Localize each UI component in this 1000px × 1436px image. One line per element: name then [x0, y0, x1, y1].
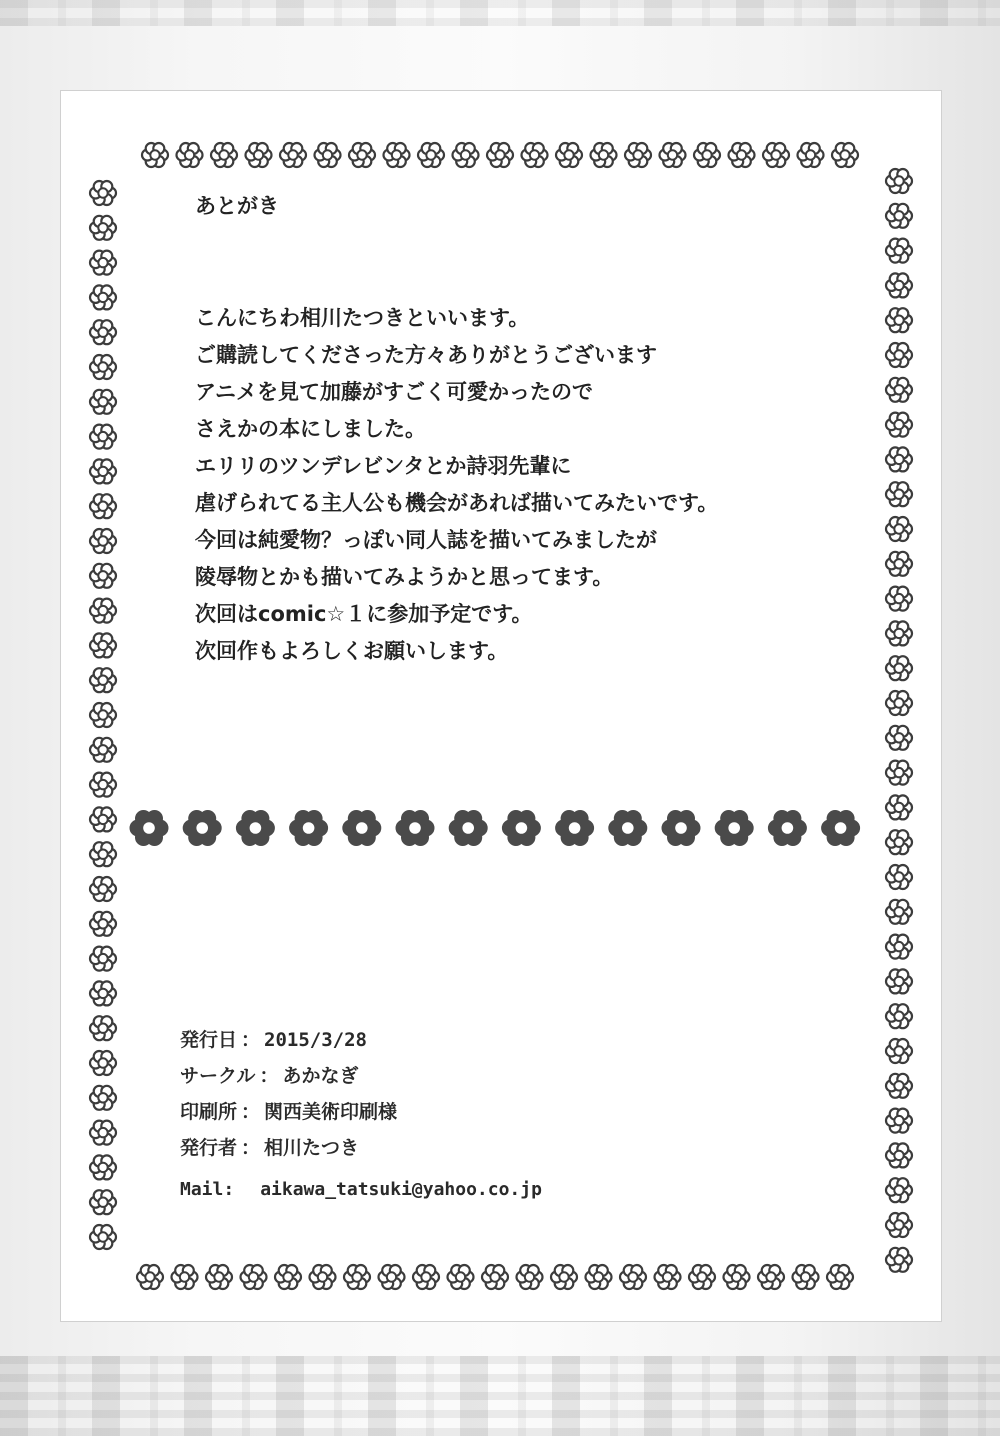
colophon-printer-value: 関西美術印刷様 — [264, 1101, 398, 1123]
flower-outline-icon — [384, 143, 410, 167]
flower-outline-icon — [620, 1265, 646, 1289]
flower-outline-icon — [763, 143, 789, 167]
flower-outline-icon — [90, 912, 116, 936]
afterword-line: 陵辱物とかも描いてみようかと思ってます。 — [195, 565, 614, 589]
flower-outline-icon — [90, 425, 116, 449]
flower-outline-icon — [90, 842, 116, 866]
flower-filled-icon — [556, 811, 594, 846]
flower-outline-icon — [177, 143, 203, 167]
colophon-mail-value: aikawa_tatsuki@yahoo.co.jp — [260, 1179, 542, 1200]
colophon-separator: ： — [241, 1101, 261, 1123]
afterword-line: 次回はcomic☆１に参加予定です。 — [195, 602, 533, 626]
flower-outline-icon — [886, 1213, 912, 1237]
flower-outline-icon — [886, 1248, 912, 1272]
afterword-body — [195, 300, 718, 670]
flower-outline-icon — [487, 143, 513, 167]
flower-outline-icon — [90, 529, 116, 553]
flower-outline-icon — [886, 1143, 912, 1167]
flower-outline-icon — [886, 830, 912, 854]
flower-outline-icon — [90, 459, 116, 483]
flower-outline-icon — [211, 143, 237, 167]
flower-outline-icon — [310, 1265, 336, 1289]
flower-filled-icon — [502, 811, 540, 846]
flower-outline-icon — [827, 1265, 853, 1289]
afterword-line: さえかの本にしました。 — [195, 417, 426, 441]
afterword-line: 虐げられてる主人公も機会があれば描いてみたいです。 — [195, 491, 719, 515]
flower-filled-icon — [715, 811, 753, 846]
flower-outline-icon — [344, 1265, 370, 1289]
flower-outline-icon — [798, 143, 824, 167]
flower-outline-icon — [90, 1051, 116, 1075]
colophon-separator: ： — [259, 1065, 279, 1087]
flower-outline-icon — [886, 239, 912, 263]
flower-filled-icon — [662, 811, 700, 846]
flower-outline-icon — [694, 143, 720, 167]
flower-filled-icon — [609, 811, 647, 846]
colophon — [180, 1022, 542, 1208]
flower-outline-icon — [886, 865, 912, 889]
flower-outline-icon — [90, 1121, 116, 1145]
flower-outline-icon — [379, 1265, 405, 1289]
flower-outline-icon — [90, 320, 116, 344]
flower-outline-icon — [90, 947, 116, 971]
flower-outline-icon — [886, 517, 912, 541]
flower-outline-icon — [90, 668, 116, 692]
flower-outline-icon — [90, 251, 116, 275]
flower-outline-icon — [453, 143, 479, 167]
flower-outline-icon — [90, 1016, 116, 1040]
flower-outline-icon — [886, 343, 912, 367]
colophon-printer-label: 印刷所 — [180, 1101, 238, 1123]
flower-outline-icon — [886, 656, 912, 680]
flower-outline-icon — [90, 773, 116, 797]
flower-outline-icon — [886, 1039, 912, 1063]
flower-outline-icon — [349, 143, 375, 167]
flower-outline-icon — [90, 981, 116, 1005]
flower-outline-icon — [418, 143, 444, 167]
flower-filled-icon — [822, 811, 860, 846]
flower-outline-icon — [206, 1265, 232, 1289]
afterword-title: あとがき — [195, 194, 279, 218]
flower-outline-icon — [90, 599, 116, 623]
flower-outline-icon — [90, 703, 116, 727]
flower-outline-icon — [886, 691, 912, 715]
flower-outline-icon — [758, 1265, 784, 1289]
flower-outline-icon — [689, 1265, 715, 1289]
flower-outline-icon — [886, 204, 912, 228]
colophon-date-row — [180, 1022, 542, 1058]
colophon-publisher-row — [180, 1130, 542, 1166]
flower-outline-icon — [886, 587, 912, 611]
flower-outline-icon — [886, 900, 912, 924]
flower-outline-icon — [90, 494, 116, 518]
afterword-line: 今回は純愛物？っぽい同人誌を描いてみましたが — [195, 528, 657, 552]
flower-outline-icon — [90, 181, 116, 205]
colophon-publisher-value: 相川たつき — [264, 1137, 360, 1159]
flower-outline-icon — [482, 1265, 508, 1289]
flower-outline-icon — [660, 143, 686, 167]
flower-outline-icon — [522, 143, 548, 167]
flower-outline-icon — [90, 633, 116, 657]
flower-filled-icon — [768, 811, 806, 846]
flower-outline-icon — [448, 1265, 474, 1289]
flower-outline-icon — [586, 1265, 612, 1289]
colophon-printer-row — [180, 1094, 542, 1130]
colophon-date-label: 発行日 — [180, 1029, 238, 1051]
flower-outline-icon — [90, 390, 116, 414]
flower-outline-icon — [413, 1265, 439, 1289]
colophon-publisher-label: 発行者 — [180, 1137, 238, 1159]
afterword-line: 次回作もよろしくお願いします。 — [195, 639, 509, 663]
colophon-circle-row — [180, 1058, 542, 1094]
flower-outline-icon — [90, 355, 116, 379]
flower-outline-icon — [886, 1178, 912, 1202]
afterword-line: ご購読してくださった方々ありがとうございます — [195, 343, 657, 367]
colophon-mail-label: Mail: — [180, 1179, 235, 1200]
colophon-circle-value: あかなぎ — [282, 1065, 359, 1087]
flower-outline-icon — [886, 726, 912, 750]
flower-outline-icon — [90, 1225, 116, 1249]
flower-outline-icon — [886, 413, 912, 437]
flower-outline-icon — [886, 969, 912, 993]
flower-outline-icon — [241, 1265, 267, 1289]
flower-outline-icon — [886, 308, 912, 332]
flower-outline-icon — [275, 1265, 301, 1289]
flower-outline-icon — [886, 795, 912, 819]
flower-outline-icon — [90, 1190, 116, 1214]
afterword-line: エリリのツンデレビンタとか詩羽先輩に — [195, 454, 572, 478]
flower-outline-icon — [591, 143, 617, 167]
colophon-mail-row — [180, 1172, 542, 1208]
flower-outline-icon — [886, 482, 912, 506]
flower-outline-icon — [886, 552, 912, 576]
flower-filled-icon — [343, 811, 381, 846]
flower-outline-icon — [793, 1265, 819, 1289]
afterword-line: こんにちわ相川たつきといいます。 — [195, 306, 530, 330]
flower-filled-icon — [449, 811, 487, 846]
flower-filled-icon — [130, 811, 168, 846]
flower-outline-icon — [90, 807, 116, 831]
flower-outline-icon — [886, 273, 912, 297]
flower-outline-icon — [886, 761, 912, 785]
flower-outline-icon — [729, 143, 755, 167]
flower-filled-icon — [236, 811, 274, 846]
flower-outline-icon — [724, 1265, 750, 1289]
flower-outline-icon — [556, 143, 582, 167]
flower-outline-icon — [517, 1265, 543, 1289]
flower-outline-icon — [625, 143, 651, 167]
flower-outline-icon — [886, 447, 912, 471]
flower-outline-icon — [90, 877, 116, 901]
flower-outline-icon — [172, 1265, 198, 1289]
flower-outline-icon — [280, 143, 306, 167]
flower-outline-icon — [90, 216, 116, 240]
flower-outline-icon — [832, 143, 858, 167]
flower-outline-icon — [886, 621, 912, 645]
flower-outline-icon — [886, 1074, 912, 1098]
colophon-separator: ： — [241, 1137, 261, 1159]
flower-outline-icon — [90, 738, 116, 762]
flower-outline-icon — [655, 1265, 681, 1289]
flower-outline-icon — [90, 1155, 116, 1179]
flower-outline-icon — [90, 1086, 116, 1110]
flower-outline-icon — [886, 378, 912, 402]
flower-outline-icon — [886, 169, 912, 193]
flower-outline-icon — [315, 143, 341, 167]
flower-filled-icon — [290, 811, 328, 846]
flower-outline-icon — [886, 1004, 912, 1028]
flower-outline-icon — [90, 564, 116, 588]
flower-outline-icon — [886, 935, 912, 959]
flower-filled-icon — [396, 811, 434, 846]
flower-outline-icon — [246, 143, 272, 167]
flower-outline-icon — [551, 1265, 577, 1289]
flower-outline-icon — [137, 1265, 163, 1289]
flower-filled-icon — [183, 811, 221, 846]
flower-outline-icon — [142, 143, 168, 167]
afterword-line: アニメを見て加藤がすごく可愛かったので — [195, 380, 593, 404]
colophon-separator: ： — [241, 1029, 261, 1051]
colophon-date-value: 2015/3/28 — [264, 1029, 367, 1051]
flower-outline-icon — [886, 1109, 912, 1133]
flower-outline-icon — [90, 285, 116, 309]
colophon-circle-label: サークル — [180, 1065, 256, 1087]
